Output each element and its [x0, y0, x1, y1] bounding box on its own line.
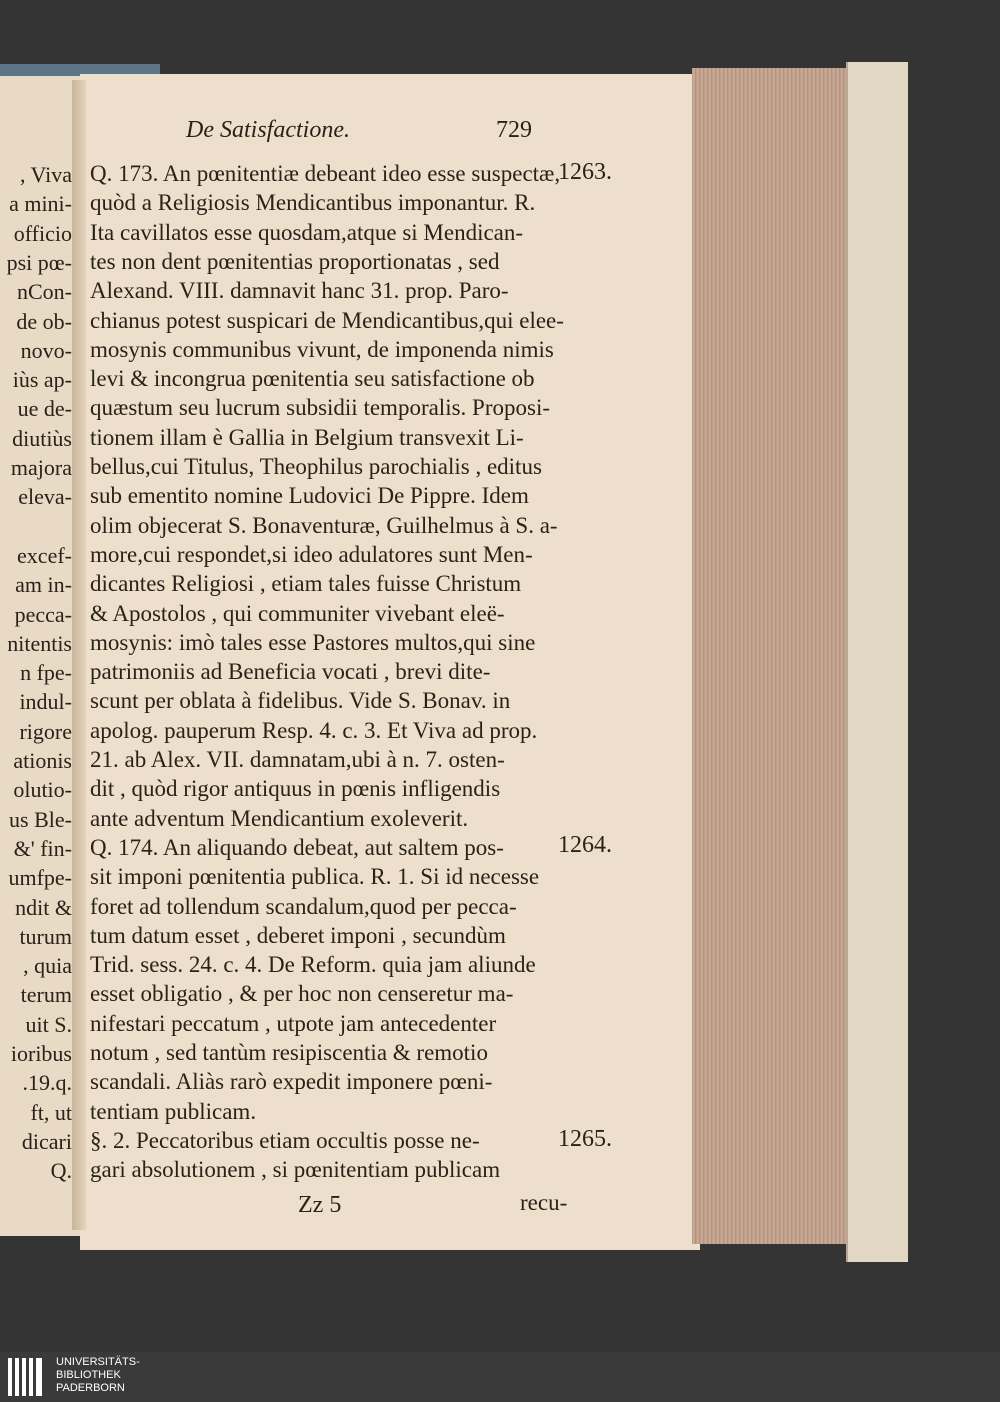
text-line: notum , sed tantùm resipiscentia & remotio	[90, 1040, 488, 1065]
left-page-line: olutio-	[13, 777, 72, 803]
left-page-line: diutiùs	[12, 425, 72, 451]
text-line: scunt per oblata à fidelibus. Vide S. Bonav. in	[90, 688, 511, 714]
left-page-line: ue de-	[17, 396, 72, 422]
left-page-line: majora	[10, 455, 72, 480]
text-line: dit , quòd rigor antiquus in pœnis infligendis	[90, 776, 501, 802]
running-header: De Satisfactione.	[186, 117, 350, 143]
left-page-line: indul-	[19, 689, 72, 715]
text-line: Ita cavillatos esse quosdam,atque si Mendican-	[90, 219, 524, 245]
book-gutter	[72, 80, 86, 1230]
left-page-line: uit S.	[25, 1011, 72, 1037]
text-line: gari absolutionem , si pœnitentiam publicam	[90, 1157, 501, 1183]
left-page-line: iùs ap-	[12, 367, 72, 393]
text-line: §. 2. Peccatoribus etiam occultis posse ne-	[90, 1127, 480, 1153]
left-page-line: umfpe-	[8, 865, 72, 891]
text-line: Alexand. VIII. damnavit hanc 31. prop. Paro-	[90, 278, 509, 304]
left-page-line: us Ble-	[9, 806, 72, 832]
left-page-line: &' fin-	[13, 835, 72, 861]
left-page-line: terum	[20, 982, 72, 1008]
text-line: sub ementito nomine Ludovici De Pippre. Idem	[90, 483, 529, 509]
left-page-line: pecca-	[14, 601, 72, 627]
left-page-line: excef-	[17, 542, 72, 568]
text-line: chianus potest suspicari de Mendicantibus,qui elee-	[90, 307, 564, 333]
footer-bar	[0, 1352, 1000, 1402]
page-edges	[692, 68, 854, 1244]
text-line: Q. 174. An aliquando debeat, aut saltem pos-	[90, 834, 504, 860]
left-page-line: a mini-	[9, 191, 72, 217]
text-line: scandali. Aliàs rarò expedit imponere pœni-	[90, 1069, 493, 1095]
text-line: tum datum esset , deberet imponi , secundùm	[90, 922, 506, 948]
left-page-line: .19.q.	[22, 1070, 72, 1096]
catchword: recu-	[520, 1190, 568, 1215]
margin-number: 1264.	[558, 832, 612, 858]
library-logo-text	[56, 1356, 140, 1395]
text-line: nifestari peccatum , utpote jam antecedenter	[90, 1010, 497, 1036]
page-number: 729	[496, 117, 532, 143]
text-line: ante adventum Mendicantium exoleverit.	[90, 805, 469, 831]
logo-line: BIBLIOTHEK	[56, 1369, 121, 1381]
left-page-line: dicari	[21, 1128, 72, 1154]
text-line: foret ad tollendum scandalum,quod per pecca-	[90, 893, 517, 919]
text-line: mosynis communibus vivunt, de imponenda nimis	[90, 336, 554, 362]
text-line: tes non dent pœnitentias proportionatas , sed	[90, 248, 500, 274]
left-page-line: de ob-	[16, 308, 72, 334]
text-line: patrimoniis ad Beneficia vocati , brevi dite-	[90, 659, 491, 685]
left-page-line: , Viva	[19, 162, 72, 187]
text-line: more,cui respondet,si ideo adulatores sunt Men-	[90, 541, 533, 567]
text-line: mosynis: imò tales esse Pastores multos,qui sine	[90, 629, 536, 655]
left-page-line: psi pœ-	[6, 249, 72, 275]
left-page-line: n fpe-	[20, 660, 72, 686]
text-line: bellus,cui Titulus, Theophilus parochialis , editus	[90, 454, 542, 479]
text-line: tionem illam è Gallia in Belgium transvexit Li-	[90, 424, 524, 450]
text-line: Q. 173. An pœnitentiæ debeant ideo esse suspectæ,	[90, 161, 561, 186]
text-line: levi & incongrua pœnitentia seu satisfactione ob	[90, 366, 535, 392]
text-line: Trid. sess. 24. c. 4. De Reform. quia jam aliunde	[90, 952, 536, 978]
left-page-line: ationis	[13, 748, 72, 773]
text-line: apolog. pauperum Resp. 4. c. 3. Et Viva ad prop.	[90, 717, 538, 743]
left-page-line: officio	[13, 220, 72, 246]
left-page-line: am in-	[15, 572, 72, 598]
margin-number: 1263.	[558, 159, 612, 185]
text-line: dicantes Religiosi , etiam tales fuisse Christum	[90, 571, 522, 597]
left-page-line: , quia	[23, 953, 72, 979]
left-page-line: turum	[19, 923, 72, 949]
text-line: quæstum seu lucrum subsidii temporalis. Proposi-	[90, 395, 550, 421]
logo-line: UNIVERSITÄTS-	[56, 1356, 140, 1368]
book-cover	[846, 62, 908, 1262]
left-page-line: nitentis	[7, 630, 72, 656]
left-page-line: rigore	[19, 718, 72, 744]
left-page-line: ft, ut	[30, 1099, 72, 1125]
text-line: esset obligatio , & per hoc non censeretur ma-	[90, 981, 514, 1007]
left-page-line: novo-	[20, 337, 72, 363]
margin-number: 1265.	[558, 1126, 612, 1152]
left-page-line: Q.	[50, 1158, 72, 1184]
text-line: & Apostolos , qui communiter vivebant eleë-	[90, 600, 505, 626]
left-page-line: nCon-	[17, 279, 72, 305]
library-logo-icon	[8, 1358, 44, 1396]
left-page-line: ndit &	[15, 894, 72, 920]
text-line: tentiam publicam.	[90, 1098, 257, 1124]
text-line: sit imponi pœnitentia publica. R. 1. Si id necesse	[90, 864, 540, 890]
signature-mark: Zz 5	[298, 1192, 342, 1218]
text-line: olim objecerat S. Bonaventuræ, Guilhelmus à S. a-	[90, 512, 558, 538]
left-page-line: eleva-	[18, 484, 72, 510]
text-line: 21. ab Alex. VII. damnatam,ubi à n. 7. osten-	[90, 747, 505, 772]
left-page-line: ioribus	[10, 1041, 72, 1066]
text-line: quòd a Religiosis Mendicantibus imponantur. R.	[90, 190, 536, 216]
logo-line: PADERBORN	[56, 1382, 125, 1394]
